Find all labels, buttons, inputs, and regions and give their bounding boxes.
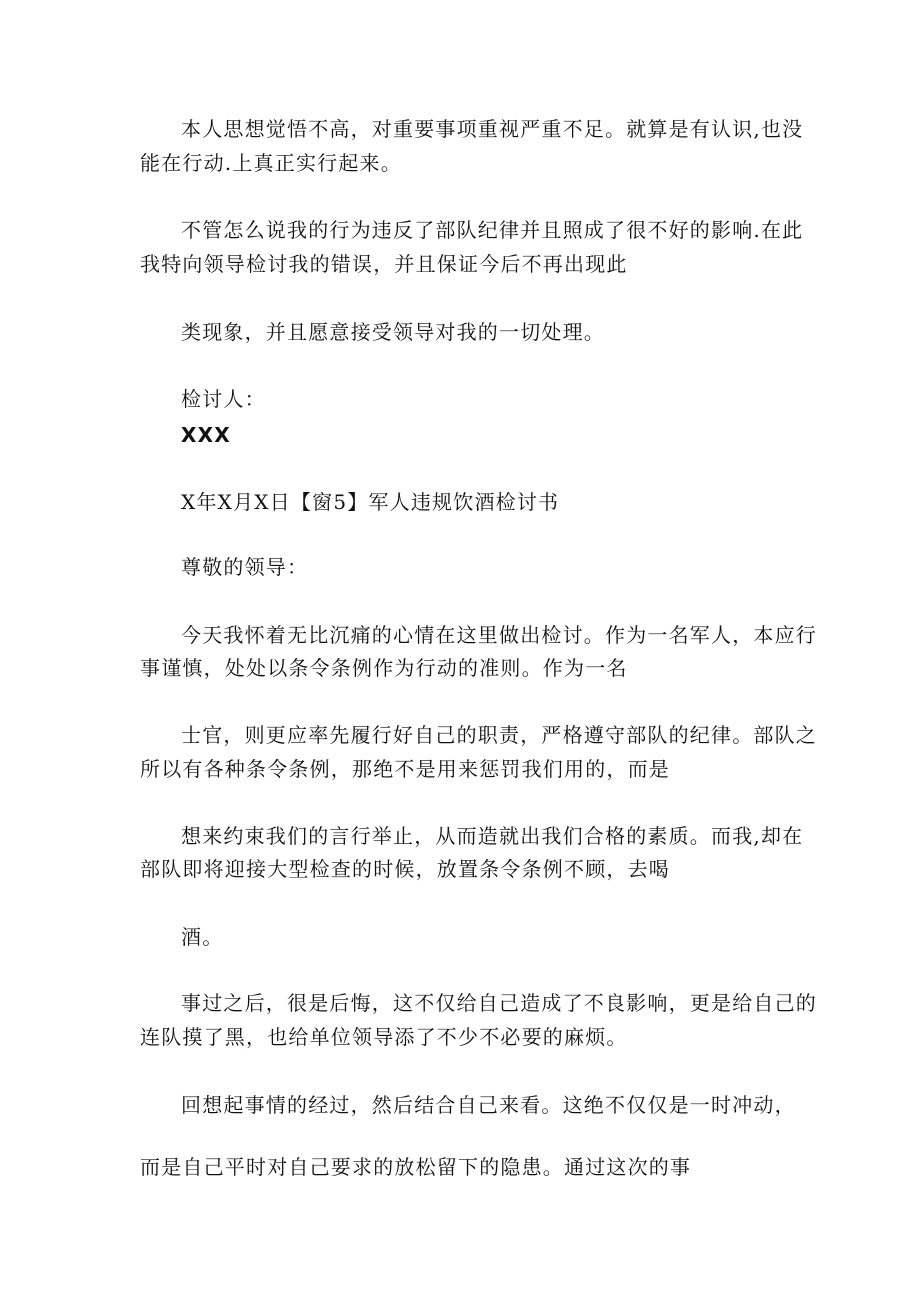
- paragraph-line: 部队即将迎接大型检查的时候，放置条令条例不顾，去喝: [140, 857, 670, 881]
- paragraph-line: 连队摸了黑，也给单位领导添了不少不必要的麻烦。: [140, 1025, 628, 1049]
- paragraph-line: 类现象，并且愿意接受领导对我的一切处理。: [181, 320, 605, 344]
- paragraph-line: 本人思想觉悟不高，对重要事项重视严重不足。就算是有认识,也没: [181, 117, 804, 141]
- paragraph-line: 我特向领导检讨我的错误，并且保证今后不再出现此: [140, 252, 628, 276]
- paragraph-line: 酒。: [181, 925, 224, 949]
- paragraph-line: 回想起事情的经过，然后结合自己来看。这绝不仅仅是一时冲动，: [181, 1093, 796, 1117]
- paragraph-line: 能在行动.上真正实行起来。: [140, 151, 402, 175]
- signature-name: XXX: [181, 423, 231, 447]
- salutation: 尊敬的领导：: [181, 555, 309, 579]
- paragraph-line: 士官，则更应率先履行好自己的职责，严格遵守部队的纪律。部队之: [181, 723, 817, 747]
- paragraph-line: 不管怎么说我的行为违反了部队纪律并且照成了很不好的影响.在此: [181, 218, 804, 242]
- paragraph-line: 事谨慎，处处以条令条例作为行动的准则。作为一名: [140, 656, 628, 680]
- paragraph-line: 而是自己平时对自己要求的放松留下的隐患。通过这次的事: [140, 1155, 692, 1179]
- section-heading: X年X月X日【窗5】军人违规饮酒检讨书: [181, 490, 560, 514]
- paragraph-line: 事过之后，很是后悔，这不仅给自己造成了不良影响，更是给自己的: [181, 991, 817, 1015]
- paragraph-line: 所以有各种条令条例，那绝不是用来惩罚我们用的，而是: [140, 757, 670, 781]
- paragraph-line: 今天我怀着无比沉痛的心情在这里做出检讨。作为一名军人，本应行: [181, 623, 817, 647]
- signature-label: 检讨人：: [181, 387, 266, 411]
- paragraph-line: 想来约束我们的言行举止，从而造就出我们合格的素质。而我,却在: [181, 824, 804, 848]
